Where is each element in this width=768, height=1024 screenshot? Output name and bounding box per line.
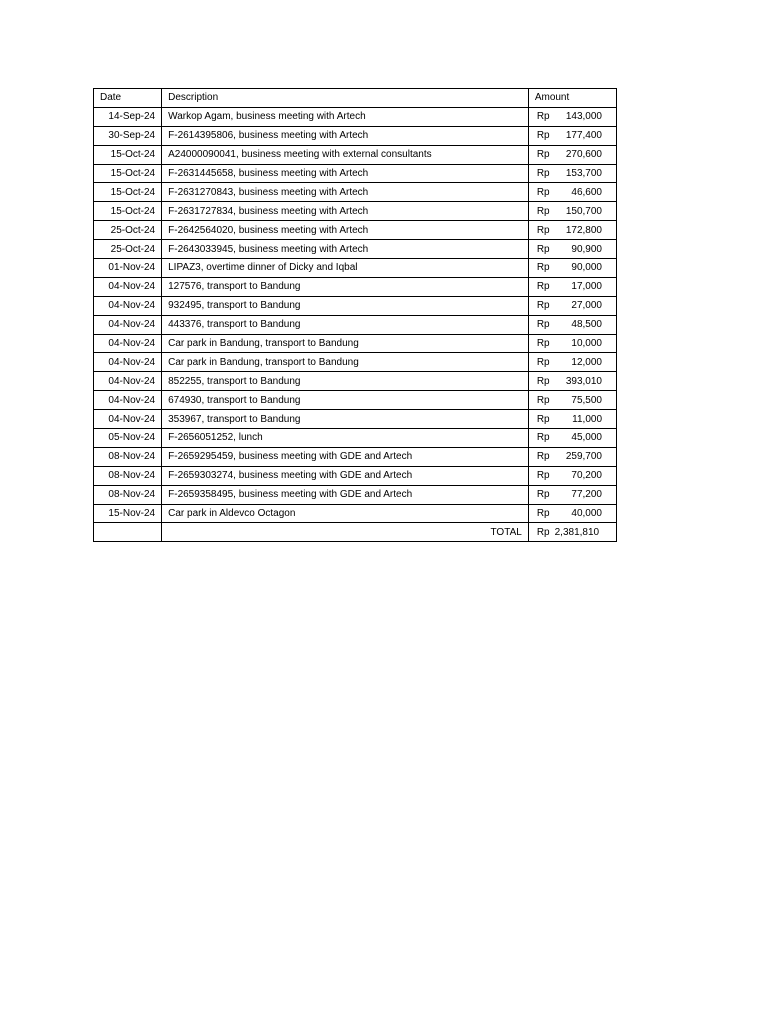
row-amount-cell <box>528 145 616 164</box>
row-date: 04-Nov-24 <box>94 334 162 353</box>
row-amount-cell <box>528 315 616 334</box>
table-row <box>94 240 617 259</box>
row-currency: Rp <box>536 451 550 463</box>
row-amount: 45,000 <box>571 432 602 444</box>
row-amount-cell <box>528 183 616 202</box>
row-date: 25-Oct-24 <box>94 240 162 259</box>
table-row <box>94 504 617 523</box>
row-amount: 11,000 <box>572 413 602 425</box>
total-row <box>94 523 617 542</box>
row-description: 852255, transport to Bandung <box>162 372 529 391</box>
row-currency: Rp <box>536 319 550 331</box>
row-amount: 17,000 <box>571 281 602 293</box>
row-description: LIPAZ3, overtime dinner of Dicky and Iqbal <box>162 259 529 278</box>
row-description: F-2659295459, business meeting with GDE and Artech <box>162 447 529 466</box>
row-description: F-2614395806, business meeting with Artech <box>162 126 529 145</box>
table-row <box>94 202 617 221</box>
row-currency: Rp <box>536 508 550 520</box>
row-description: F-2631270843, business meeting with Artech <box>162 183 529 202</box>
row-amount: 75,500 <box>571 394 602 406</box>
row-currency: Rp <box>536 262 550 274</box>
table-row <box>94 353 617 372</box>
row-date: 08-Nov-24 <box>94 447 162 466</box>
row-description: F-2656051252, lunch <box>162 429 529 448</box>
row-amount-cell <box>528 466 616 485</box>
row-currency: Rp <box>536 243 550 255</box>
row-date: 04-Nov-24 <box>94 391 162 410</box>
table-row <box>94 259 617 278</box>
row-description: F-2643033945, business meeting with Artech <box>162 240 529 259</box>
row-amount: 40,000 <box>571 508 602 520</box>
row-currency: Rp <box>536 470 550 482</box>
row-currency: Rp <box>536 489 550 501</box>
row-date: 04-Nov-24 <box>94 296 162 315</box>
row-amount: 150,700 <box>565 205 602 217</box>
row-currency: Rp <box>536 375 550 387</box>
table-row <box>94 372 617 391</box>
row-amount-cell <box>528 504 616 523</box>
row-amount-cell <box>528 296 616 315</box>
row-amount: 77,200 <box>571 489 602 501</box>
row-amount: 393,010 <box>565 375 602 387</box>
row-description: Car park in Aldevco Octagon <box>162 504 529 523</box>
row-amount: 153,700 <box>565 168 602 179</box>
row-date: 08-Nov-24 <box>94 485 162 504</box>
row-date: 14-Sep-24 <box>94 107 162 126</box>
table-row <box>94 164 617 183</box>
header-amount: Amount <box>528 89 616 108</box>
row-amount-cell <box>528 334 616 353</box>
row-amount-cell <box>528 353 616 372</box>
header-description: Description <box>162 89 529 108</box>
row-currency: Rp <box>536 281 550 293</box>
table-row <box>94 126 617 145</box>
row-amount: 90,900 <box>571 243 602 255</box>
table-row <box>94 447 617 466</box>
total-spacer <box>94 523 162 542</box>
total-amount-cell <box>528 523 616 542</box>
row-amount-cell <box>528 429 616 448</box>
row-amount-cell <box>528 259 616 278</box>
row-description: F-2631727834, business meeting with Artech <box>162 202 529 221</box>
row-date: 25-Oct-24 <box>94 221 162 240</box>
row-amount-cell <box>528 221 616 240</box>
row-description: Car park in Bandung, transport to Bandung <box>162 334 529 353</box>
row-amount: 259,700 <box>565 451 602 463</box>
row-currency: Rp <box>536 413 550 425</box>
row-amount: 10,000 <box>571 338 602 350</box>
row-amount: 143,000 <box>565 111 602 123</box>
row-date: 08-Nov-24 <box>94 466 162 485</box>
row-description: Car park in Bandung, transport to Bandung <box>162 353 529 372</box>
row-amount-cell <box>528 372 616 391</box>
row-amount: 48,500 <box>571 319 602 331</box>
row-description: 353967, transport to Bandung <box>162 410 529 429</box>
row-description: 127576, transport to Bandung <box>162 277 529 296</box>
row-date: 04-Nov-24 <box>94 410 162 429</box>
row-amount: 70,200 <box>571 470 602 482</box>
row-amount-cell <box>528 240 616 259</box>
table-row <box>94 107 617 126</box>
row-description: A24000090041, business meeting with external consultants <box>162 145 529 164</box>
row-date: 04-Nov-24 <box>94 353 162 372</box>
row-description: F-2659358495, business meeting with GDE and Artech <box>162 485 529 504</box>
row-currency: Rp <box>536 111 550 123</box>
row-date: 04-Nov-24 <box>94 372 162 391</box>
row-amount: 270,600 <box>565 149 602 161</box>
row-date: 15-Oct-24 <box>94 183 162 202</box>
row-currency: Rp <box>536 186 550 198</box>
table-row <box>94 145 617 164</box>
row-amount: 90,000 <box>571 262 602 274</box>
row-amount-cell <box>528 107 616 126</box>
row-currency: Rp <box>536 394 550 406</box>
row-date: 15-Nov-24 <box>94 504 162 523</box>
row-currency: Rp <box>536 356 550 368</box>
table-row <box>94 221 617 240</box>
row-date: 15-Oct-24 <box>94 202 162 221</box>
expense-rows <box>94 107 617 523</box>
row-amount: 12,000 <box>571 356 602 368</box>
row-description: F-2631445658, business meeting with Artech <box>162 164 529 183</box>
header-row <box>94 89 617 108</box>
row-description: Warkop Agam, business meeting with Artech <box>162 107 529 126</box>
row-currency: Rp <box>536 224 550 236</box>
row-amount-cell <box>528 277 616 296</box>
expense-table <box>93 88 617 542</box>
row-date: 05-Nov-24 <box>94 429 162 448</box>
row-currency: Rp <box>536 338 550 350</box>
header-date: Date <box>94 89 162 108</box>
row-amount-cell <box>528 410 616 429</box>
table-row <box>94 466 617 485</box>
table-row <box>94 334 617 353</box>
row-amount-cell <box>528 447 616 466</box>
row-date: 30-Sep-24 <box>94 126 162 145</box>
row-currency: Rp <box>536 130 550 142</box>
row-description: F-2642564020, business meeting with Artech <box>162 221 529 240</box>
row-currency: Rp <box>536 168 550 179</box>
row-currency: Rp <box>536 205 550 217</box>
row-amount-cell <box>528 202 616 221</box>
table-row <box>94 485 617 504</box>
row-currency: Rp <box>536 432 550 444</box>
table-row <box>94 410 617 429</box>
table-row <box>94 183 617 202</box>
row-amount-cell <box>528 391 616 410</box>
row-date: 15-Oct-24 <box>94 164 162 183</box>
row-amount: 27,000 <box>571 300 602 312</box>
row-amount-cell <box>528 126 616 145</box>
row-amount-cell <box>528 164 616 183</box>
row-amount-cell <box>528 485 616 504</box>
table-row <box>94 391 617 410</box>
table-row <box>94 277 617 296</box>
total-amount: 2,381,810 <box>554 526 600 538</box>
row-description: 932495, transport to Bandung <box>162 296 529 315</box>
row-amount: 172,800 <box>565 224 602 236</box>
row-date: 04-Nov-24 <box>94 315 162 334</box>
row-description: 443376, transport to Bandung <box>162 315 529 334</box>
row-date: 15-Oct-24 <box>94 145 162 164</box>
row-amount: 177,400 <box>565 130 602 142</box>
row-description: F-2659303274, business meeting with GDE and Artech <box>162 466 529 485</box>
total-currency: Rp <box>536 526 550 538</box>
total-label: TOTAL <box>162 523 529 542</box>
table-row <box>94 296 617 315</box>
row-date: 04-Nov-24 <box>94 277 162 296</box>
table-row <box>94 315 617 334</box>
row-currency: Rp <box>536 300 550 312</box>
row-date: 01-Nov-24 <box>94 259 162 278</box>
row-currency: Rp <box>536 149 550 161</box>
row-amount: 46,600 <box>571 186 602 198</box>
table-row <box>94 429 617 448</box>
row-description: 674930, transport to Bandung <box>162 391 529 410</box>
